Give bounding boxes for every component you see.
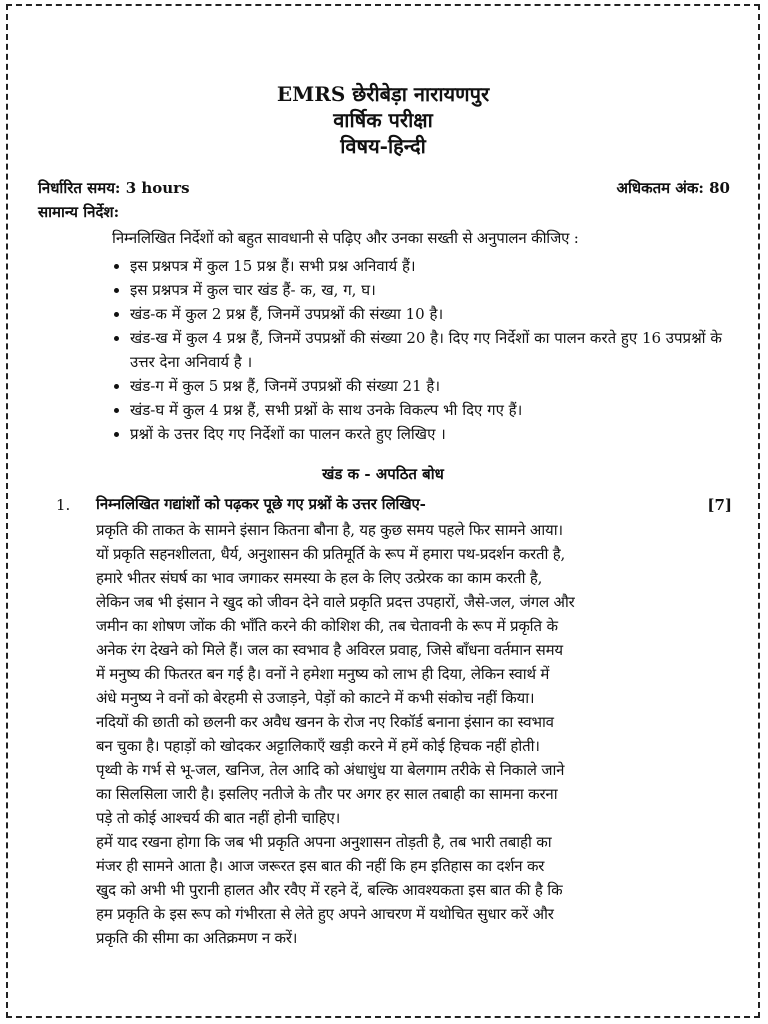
instruction-item: • इस प्रश्नपत्र में कुल 15 प्रश्न हैं। सभी प्रश्न अनिवार्य हैं। bbox=[130, 254, 750, 278]
passage-line: प्रकृति की ताकत के सामने इंसान कितना बौना है, यह कुछ समय पहले फिर सामने आया। bbox=[96, 521, 563, 539]
passage-line: खुद को अभी भी पुरानी हालत और रवैए में रहने दें, बल्कि आवश्यकता इस बात की है कि bbox=[96, 881, 563, 899]
instruction-item: • खंड-ख में कुल 4 प्रश्न हैं, जिनमें उपप्रश्नों की संख्या 20 है। दिए गए निर्देशों का पालन करते हुए 16 उपप्रश्नों के उत्तर देना अनिवार्य है । bbox=[130, 326, 750, 374]
passage-line: हम प्रकृति के इस रूप को गंभीरता से लेते हुए अपने आचरण में यथोचित सुधार करें और bbox=[96, 905, 554, 923]
instruction-item: • प्रश्नों के उत्तर दिए गए निर्देशों का पालन करते हुए लिखिए । bbox=[130, 422, 750, 446]
instruction-item: • खंड-ग में कुल 5 प्रश्न हैं, जिनमें उपप्रश्नों की संख्या 21 है। bbox=[130, 374, 750, 398]
instruction-item: • खंड-घ में कुल 4 प्रश्न हैं, सभी प्रश्नों के साथ उनके विकल्प भी दिए गए हैं। bbox=[130, 398, 750, 422]
question-number: 1. bbox=[56, 496, 71, 514]
section-title: खंड क - अपठित बोध bbox=[322, 465, 444, 483]
exam-paper-page bbox=[6, 4, 760, 1018]
passage-line: लेकिन जब भी इंसान ने खुद को जीवन देने वाले प्रकृति प्रदत्त उपहारों, जैसे-जल, जंगल और bbox=[96, 593, 575, 611]
passage-line: हमारे भीतर संघर्ष का भाव जगाकर समस्या के हल के लिए उत्प्रेरक का काम करती है, bbox=[96, 569, 543, 587]
marks-value: 80 bbox=[709, 179, 730, 197]
time-label: निर्धारित समय: bbox=[38, 179, 121, 197]
max-marks bbox=[617, 178, 730, 198]
instruction-item: • खंड-क में कुल 2 प्रश्न हैं, जिनमें उपप्रश्नों की संख्या 10 है। bbox=[130, 302, 750, 326]
passage-line: यों प्रकृति सहनशीलता, धैर्य, अनुशासन की प्रतिमूर्ति के रूप में हमारा पथ-प्रदर्शन करती है, bbox=[96, 545, 566, 563]
passage-line: जमीन का शोषण जोंक की भाँति करने की कोशिश की, तब चेतावनी के रूप में प्रकृति के bbox=[96, 617, 558, 635]
passage-line: में मनुष्य की फितरत बन गई है। वनों ने हमेशा मनुष्य को लाभ ही दिया, लेकिन स्वार्थ में bbox=[96, 665, 550, 683]
school-title: EMRS छेरीबेड़ा नारायणपुर bbox=[276, 82, 490, 106]
passage-line: पड़े तो कोई आश्चर्य की बात नहीं होनी चाहिए। bbox=[96, 809, 341, 827]
passage-line: नदियों की छाती को छलनी कर अवैध खनन के रोज नए रिकॉर्ड बनाना इंसान का स्वभाव bbox=[96, 713, 554, 731]
question-marks: [7] bbox=[707, 496, 732, 514]
passage-line: का सिलसिला जारी है। इसलिए नतीजे के तौर पर अगर हर साल तबाही का सामना करना bbox=[96, 785, 558, 803]
passage-line: बन चुका है। पहाड़ों को खोदकर अट्टालिकाएँ खड़ी करने में हमें कोई हिचक नहीं होती। bbox=[96, 737, 540, 755]
passage-line: पृथ्वी के गर्भ से भू-जल, खनिज, तेल आदि को अंधाधुंध या बेलगाम तरीके से निकाले जाने bbox=[96, 761, 565, 779]
question-text: निम्नलिखित गद्यांशों को पढ़कर पूछे गए प्रश्नों के उत्तर लिखिए- bbox=[96, 495, 426, 513]
passage-line: मंजर ही सामने आता है। आज जरूरत इस बात की नहीं कि हम इतिहास का दर्शन कर bbox=[96, 857, 545, 875]
passage-line: प्रकृति की सीमा का अतिक्रमण न करें। bbox=[96, 929, 298, 947]
subject-title: विषय-हिन्दी bbox=[340, 134, 426, 158]
instruction-list bbox=[112, 254, 750, 446]
marks-label: अधिकतम अंक: bbox=[616, 179, 704, 197]
general-instructions-heading: सामान्य निर्देश: bbox=[38, 203, 120, 221]
passage-line: अनेक रंग देखने को मिले हैं। जल का स्वभाव है अविरल प्रवाह, जिसे बाँधना वर्तमान समय bbox=[96, 641, 563, 659]
time-value: 3 hours bbox=[125, 179, 190, 197]
time-allowed bbox=[38, 178, 190, 198]
passage-line: अंधे मनुष्य ने वनों को बेरहमी से उजाड़ने, पेड़ों को काटने में कभी संकोच नहीं किया। bbox=[96, 689, 535, 707]
instruction-item: • इस प्रश्नपत्र में कुल चार खंड हैं- क, ख, ग, घ। bbox=[130, 278, 750, 302]
instructions-intro: निम्नलिखित निर्देशों को बहुत सावधानी से पढ़िए और उनका सख्ती से अनुपालन कीजिए : bbox=[112, 229, 579, 247]
exam-title: वार्षिक परीक्षा bbox=[333, 108, 433, 132]
passage-line: हमें याद रखना होगा कि जब भी प्रकृति अपना अनुशासन तोड़ती है, तब भारी तबाही का bbox=[96, 833, 552, 851]
